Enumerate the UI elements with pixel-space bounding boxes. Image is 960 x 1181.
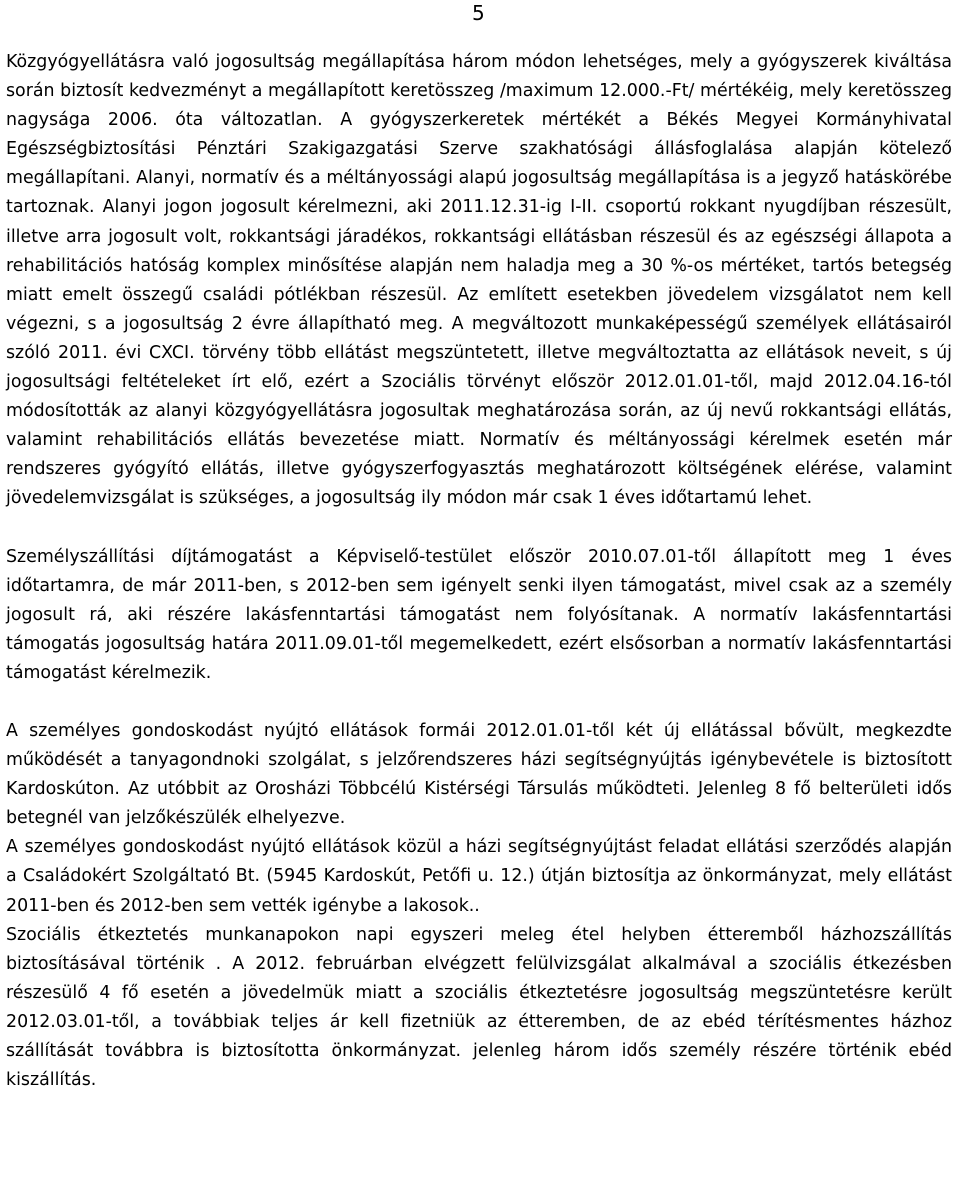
paragraph-gondoskodas-formai: A személyes gondoskodást nyújtó ellátások formái 2012.01.01-től két új ellátással bővült, megkezdte működését a tanyagondnoki szolgálat, s jelzőrendszeres házi segítségnyújtás igénybevétele is biztosított Kardoskúton. Az utóbbit az Orosházi Többcélú Kistérségi Társulás működteti. Jelenleg 8 fő belterületi idős betegnél van jelzőkészülék elhelyezve. [6, 720, 952, 829]
paragraph-spacer [6, 514, 952, 543]
paragraph-hazi-segitsegnyujtas: A személyes gondoskodást nyújtó ellátások közül a házi segítségnyújtást feladat ellátási szerződés alapján a Családokért Szolgáltató Bt. (5945 Kardoskút, Petőfi u. 12.) útján biztosítja az önkormányzat, mely ellátást 2011-ben és 2012-ben sem vették igénybe a lakosok.. [6, 837, 952, 916]
paragraph-szemelyszallitas: Személyszállítási díjtámogatást a Képviselő-testület először 2010.07.01-től állapított meg 1 éves időtartamra, de már 2011-ben, s 2012-ben sem igényelt senki ilyen támogatást, mivel csak az a személy jogosult rá, aki részére lakásfenntartási támogatást nem folyósítanak. A normatív lakásfenntartási támogatás jogosultság határa 2011.09.01-től megemelkedett, ezért elsősorban a normatív lakásfenntartási támogatást kérelmezik. [6, 546, 952, 683]
page-number: 5 [472, 1, 485, 25]
paragraph-spacer [6, 688, 952, 717]
paragraph-kozgyogyellatas: Közgyógyellátásra való jogosultság megállapítása három módon lehetséges, mely a gyógyszerek kiváltása során biztosít kedvezményt a megállapított keretösszeg /maximum 12.000.-Ft/ mértékéig, mely keretösszeg nagysága 2006. óta változatlan. A gyógyszerkeretek mértékét a Békés Megyei Kormányhivatal Egészségbiztosítási Pénztári Szakigazgatási Szerve szakhatósági állásfoglalása alapján kötelező megállapítani. Alanyi, normatív és a méltányossági alapú jogosultság megállapítása is a jegyző hatáskörébe tartoznak. Alanyi jogon jogosult kérelmezni, aki 2011.12.31-ig I-II. csoportú rokkant nyugdíjban részesült, illetve arra jogosult volt, rokkantsági járadékos, rokkantsági ellátásban részesül és az egészségi állapota a rehabilitációs hatóság komplex minősítése alapján nem haladja meg a 30 %-os mértéket, tartós betegség miatt emelt összegű családi pótlékban részesül. Az említett esetekben jövedelem vizsgálatot nem kell végezni, s a jogosultság 2 évre állapítható meg. A megváltozott munkaképességű személyek ellátásairól szóló 2011. évi CXCI. törvény több ellátást megszüntetett, illetve megváltoztatta az ellátások neveit, s új jogosultsági feltételeket írt elő, ezért a Szociális törvényt először 2012.01.01-től, majd 2012.04.16-tól módosították az alanyi közgyógyellátásra jogosultak meghatározása során, az új nevű rokkantsági ellátás, valamint rehabilitációs ellátás bevezetése miatt. Normatív és méltányossági kérelmek esetén már rendszeres gyógyító ellátás, illetve gyógyszerfogyasztás meghatározott költségének elérése, valamint jövedelemvizsgálat is szükséges, a jogosultság ily módon már csak 1 éves időtartamú lehet. [6, 52, 952, 509]
document-body [6, 48, 952, 1095]
paragraph-szocialis-etkeztetes: Szociális étkeztetés munkanapokon napi egyszeri meleg étel helyben étteremből házhozszállítás biztosításával történik . A 2012. februárban elvégzett felülvizsgálat alkalmával a szociális étkezésben részesülő 4 fő esetén a jövedelmük miatt a szociális étkeztetésre jogosultság megszüntetésre került 2012.03.01-től, a továbbiak teljes ár kell fizetniük az étteremben, de az ebéd térítésmentes házhoz szállítását továbbra is biztosította önkormányzat. jelenleg három idős személy részére történik ebéd kiszállítás. [6, 924, 952, 1091]
